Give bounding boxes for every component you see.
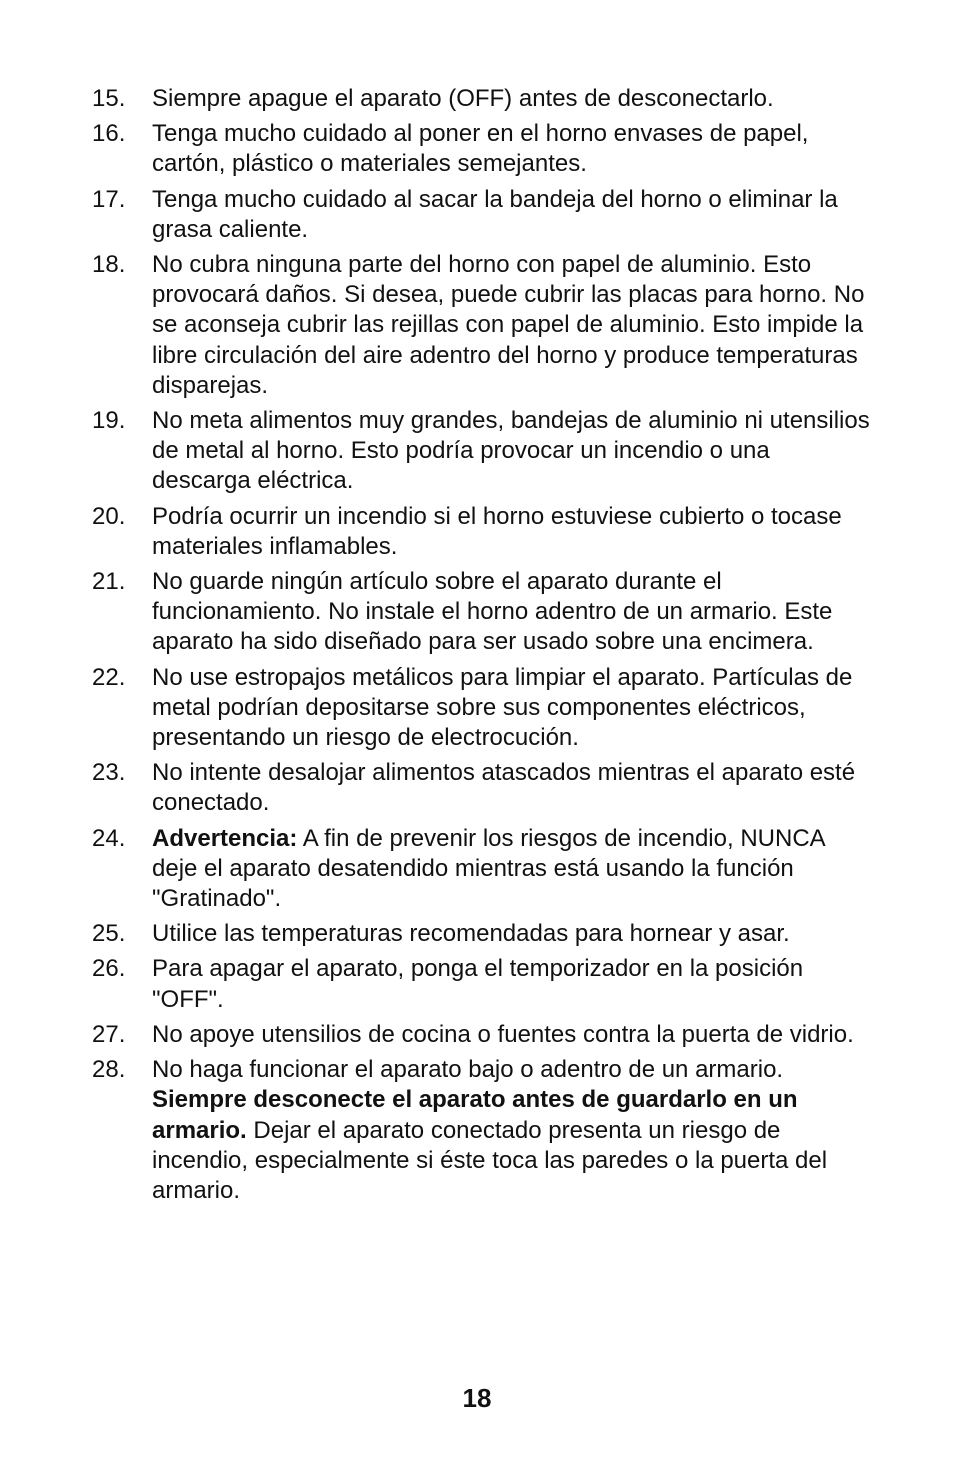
item-text: Siempre apague el aparato (OFF) antes de desconectarlo. — [152, 85, 774, 112]
item-text — [152, 824, 872, 915]
item-number: 25. — [92, 920, 126, 948]
item-number: 16. — [92, 120, 126, 148]
list-item — [92, 1020, 872, 1050]
list-item — [92, 1055, 872, 1206]
item-number: 22. — [92, 663, 126, 691]
list-item — [92, 758, 872, 818]
item-number: 15. — [92, 85, 126, 112]
item-text: No use estropajos metálicos para limpiar el aparato. Partículas de metal podrían depositarse sobre sus componentes eléctricos, presentando un riesgo de electrocución. — [152, 663, 853, 752]
list-item — [92, 502, 872, 562]
item-number: 26. — [92, 955, 126, 983]
warning-label: Advertencia: — [152, 824, 298, 852]
item-text: Tenga mucho cuidado al poner en el horno envases de papel, cartón, plástico o materiales semejantes. — [152, 120, 809, 178]
item-number: 28. — [92, 1056, 126, 1084]
item-number: 20. — [92, 502, 126, 530]
item-text: No meta alimentos muy grandes, bandejas de aluminio ni utensilios de metal al horno. Esto podría provocar un incendio o una descarga eléctrica. — [152, 407, 870, 495]
list-item — [92, 567, 872, 658]
item-body: Dejar el aparato conectado presenta un riesgo de incendio, especialmente si éste toca las paredes o la puerta del armario. — [152, 1116, 828, 1204]
item-body: A fin de prevenir los riesgos de incendio, NUNCA deje el aparato desatendido mientras está usando la función "Gratinado". — [152, 824, 825, 913]
item-number: 27. — [92, 1020, 126, 1048]
list-item — [92, 185, 872, 245]
item-number: 17. — [92, 185, 126, 213]
item-lead: No haga funcionar el aparato bajo o adentro de un armario. — [152, 1056, 784, 1084]
item-text: Para apagar el aparato, ponga el temporizador en la posición "OFF". — [152, 955, 804, 1013]
item-text: No cubra ninguna parte del horno con papel de aluminio. Esto provocará daños. Si desea, puede cubrir las placas para horno. No se aconseja cubrir las rejillas con papel de aluminio. Esto impide la libre circulación del aire adentro del horno y produce temperaturas disparejas. — [152, 251, 865, 399]
list-item — [92, 919, 872, 949]
list-item — [92, 663, 872, 754]
item-text: No apoye utensilios de cocina o fuentes contra la puerta de vidrio. — [152, 1020, 854, 1048]
item-number: 24. — [92, 824, 126, 852]
list-item-warning — [92, 824, 872, 915]
list-item — [92, 954, 872, 1014]
item-text: No guarde ningún artículo sobre el aparato durante el funcionamiento. No instale el horno adentro de un armario. Este aparato ha sido diseñado para ser usado sobre una encimera. — [152, 568, 833, 656]
item-text — [152, 1055, 872, 1206]
item-text: Utilice las temperaturas recomendadas para hornear y asar. — [152, 920, 790, 948]
safety-instructions-list — [92, 84, 872, 1211]
item-text: No intente desalojar alimentos atascados mientras el aparato esté conectado. — [152, 759, 856, 817]
item-number: 19. — [92, 407, 126, 435]
item-text: Podría ocurrir un incendio si el horno estuviese cubierto o tocase materiales inflamables. — [152, 502, 842, 560]
item-number: 21. — [92, 568, 126, 596]
page-number: 18 — [462, 1383, 492, 1413]
list-item — [92, 406, 872, 497]
emphasis-text: Siempre desconecte el aparato antes de guardarlo en un armario. — [152, 1086, 798, 1144]
list-item — [92, 84, 872, 114]
item-text: Tenga mucho cuidado al sacar la bandeja del horno o eliminar la grasa caliente. — [152, 185, 838, 243]
item-number: 18. — [92, 251, 126, 279]
list-item — [92, 250, 872, 401]
list-item — [92, 119, 872, 179]
item-number: 23. — [92, 759, 126, 787]
